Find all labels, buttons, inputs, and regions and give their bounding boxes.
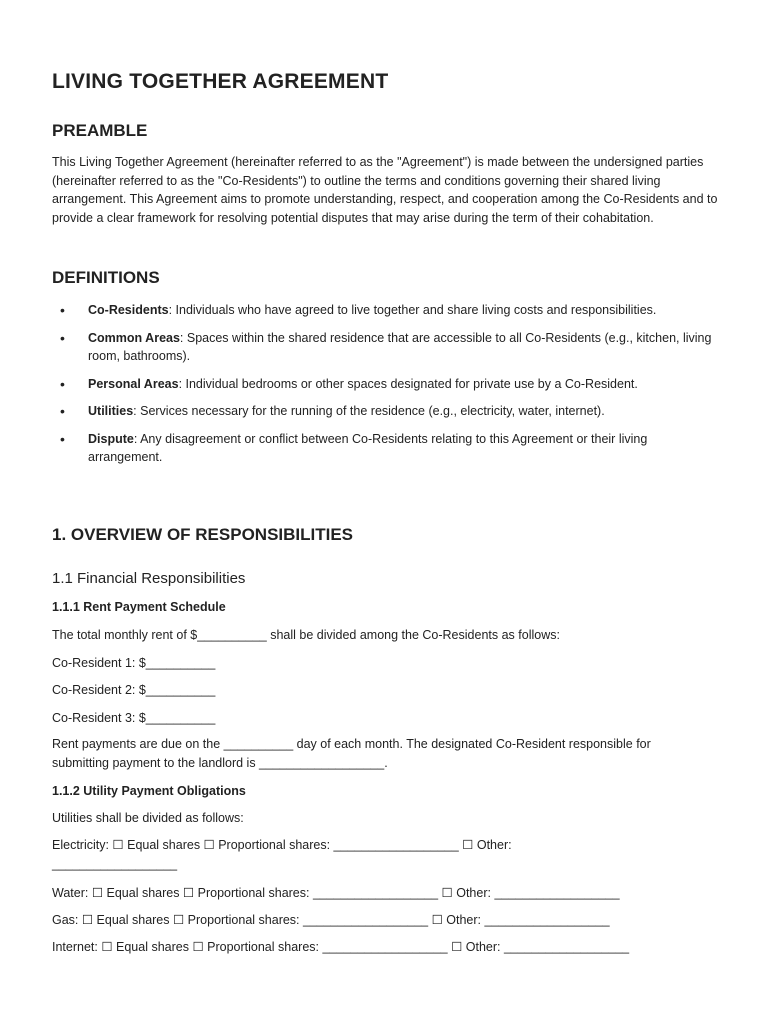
list-item	[52, 329, 720, 366]
electricity-line: Electricity: ☐ Equal shares ☐ Proportional shares: __________________ ☐ Other: __________________	[52, 838, 512, 871]
definition-text: : Services necessary for the running of the residence (e.g., electricity, water, internet).	[133, 404, 605, 418]
list-item	[52, 430, 720, 467]
definitions-list	[52, 301, 720, 476]
definition-text: : Individuals who have agreed to live together and share living costs and responsibilities.	[168, 303, 657, 317]
section-1-heading: 1. OVERVIEW OF RESPONSIBILITIES	[52, 525, 354, 544]
list-item	[52, 301, 720, 320]
rent-intro: The total monthly rent of $__________ shall be divided among the Co-Residents as follows:	[52, 628, 560, 642]
rent-due-text: Rent payments are due on the __________ day of each month. The designated Co-Resident responsible for submitting payment to the landlord is __________________.	[52, 737, 651, 770]
definition-text: : Any disagreement or conflict between Co-Residents relating to this Agreement or their living arrangement.	[88, 431, 648, 464]
bullet-icon: •	[60, 302, 65, 318]
preamble-text: This Living Together Agreement (hereinafter referred to as the "Agreement") is made between the undersigned parties (hereinafter referred to as the "Co-Residents") to outline the terms and conditions governing their shared living arrangement. This Agreement aims to promote understanding, respect, and cooperation among the Co-Residents and to provide a clear framework for resolving potential disputes that may arise during the term of their cohabitation.	[52, 155, 718, 225]
definition-term: Utilities	[88, 404, 134, 418]
bullet-icon: •	[60, 430, 65, 447]
bullet-icon: •	[60, 329, 65, 346]
section-1-1-2-heading: 1.1.2 Utility Payment Obligations	[52, 784, 246, 798]
definition-text: : Spaces within the shared residence that are accessible to all Co-Residents (e.g., kitchen, living room, bathrooms).	[88, 330, 712, 363]
definition-term: Co-Residents	[88, 303, 169, 317]
preamble-heading: PREAMBLE	[52, 121, 148, 140]
section-1-1-1-heading: 1.1.1 Rent Payment Schedule	[52, 600, 226, 614]
definition-term: Common Areas	[88, 330, 180, 345]
water-line: Water: ☐ Equal shares ☐ Proportional shares: __________________ ☐ Other: __________________	[52, 886, 620, 900]
utilities-intro: Utilities shall be divided as follows:	[52, 811, 244, 825]
co-resident-1-rent: Co-Resident 1: $__________	[52, 656, 216, 670]
internet-line: Internet: ☐ Equal shares ☐ Proportional shares: __________________ ☐ Other: __________________	[52, 940, 630, 954]
bullet-icon: •	[60, 403, 65, 419]
definitions-heading: DEFINITIONS	[52, 268, 160, 287]
co-resident-2-rent: Co-Resident 2: $__________	[52, 683, 216, 697]
bullet-icon: •	[60, 375, 65, 392]
list-item	[52, 375, 720, 394]
definition-term: Personal Areas	[88, 376, 179, 391]
co-resident-3-rent: Co-Resident 3: $__________	[52, 711, 216, 725]
document-title: LIVING TOGETHER AGREEMENT	[52, 70, 389, 93]
list-item	[52, 402, 720, 421]
section-1-1-heading: 1.1 Financial Responsibilities	[52, 570, 246, 587]
definition-text: : Individual bedrooms or other spaces designated for private use by a Co-Resident.	[178, 376, 638, 391]
gas-line: Gas: ☐ Equal shares ☐ Proportional shares: __________________ ☐ Other: __________________	[52, 913, 610, 927]
definition-term: Dispute	[88, 431, 134, 446]
